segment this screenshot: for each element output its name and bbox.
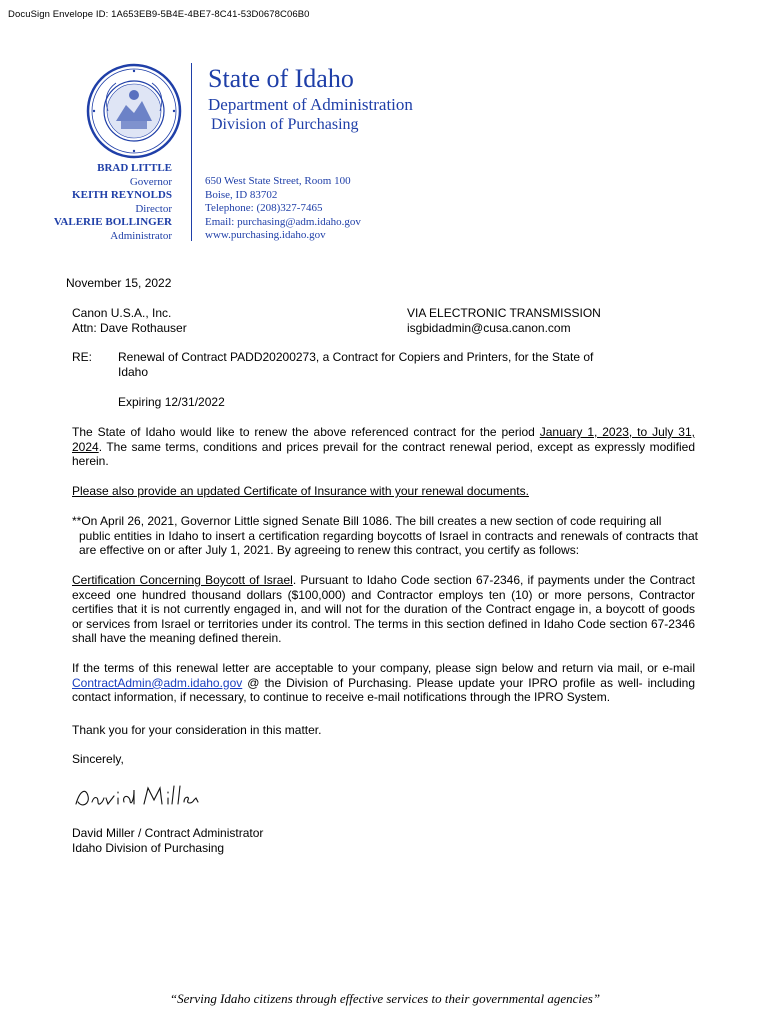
footer-motto: “Serving Idaho citizens through effective services to their governmental agencies” [169,991,601,1006]
telephone: Telephone: (208)327-7465 [205,202,323,215]
official-name: VALERIE BOLLINGER [53,216,172,228]
certification-heading: Certification Concerning Boycott of Israel [72,573,293,587]
address-line-2: Boise, ID 83702 [205,188,278,201]
paragraph-insurance: Please also provide an updated Certificate of Insurance with your renewal documents. [72,484,529,498]
signature [72,782,202,812]
letterhead-title: State of Idaho [208,64,354,93]
recipient-email: isgbidadmin@cusa.canon.com [407,320,571,335]
paragraph-instructions [72,661,695,705]
re-label: RE: [72,350,93,364]
re-subject: Renewal of Contract PADD20200273, a Contract for Copiers and Printers, for the State of Idaho [118,350,594,379]
delivery-method: VIA ELECTRONIC TRANSMISSION [407,306,601,320]
official-title: Administrator [110,229,172,242]
paragraph-certification [72,573,695,646]
p5-text-after: @ the Division of Purchasing. Please update your IPRO profile as well- including contact information, if necessary, to continue to receive e-mail notifications through the IPRO System. [72,675,695,705]
recipient-company: Canon U.S.A., Inc. [72,306,172,320]
paragraph-senate-bill [72,514,698,558]
contract-admin-email-link[interactable]: ContractAdmin@adm.idaho.gov [72,675,243,690]
p1-text-after: . The same terms, conditions and prices prevail for the contract renewal period, except as expressly modified herein. [72,439,695,469]
signer-org: Idaho Division of Purchasing [72,840,225,855]
expiring-date: Expiring 12/31/2022 [118,395,225,409]
certification-body: . Pursuant to Idaho Code section 67-2346, if payments under the Contract exceed one hundred thousand dollars ($100,000) and Contractor employs ten (10) or more persons, Contractor certifies that it is not currently engaged in, and will not for the duration of the Contract engage in, a boycott of goods or services from Israel or territories under its control. The terms in this section defined in Idaho Code section 67-2346 shall have the meaning defined therein. [72,573,695,646]
website: www.purchasing.idaho.gov [205,229,326,242]
paragraph-renewal [72,425,695,469]
letterhead-divider [191,63,192,241]
paragraph-thanks: Thank you for your consideration in this matter. [72,723,322,737]
officials-list [54,162,172,243]
p5-text: If the terms of this renewal letter are acceptable to your company, please sign below and return via mail, or e-mail [72,661,695,675]
signer-name: David Miller / Contract Administrator [72,826,264,840]
state-seal-icon [86,63,182,159]
p3-first-line: **On April 26, 2021, Governor Little signed Senate Bill 1086. The bill creates a new section of code requiring all [72,514,662,528]
official-name: KEITH REYNOLDS [72,189,172,201]
recipient-attn: Attn: Dave Rothauser [72,320,187,335]
address-line-1: 650 West State Street, Room 100 [205,175,351,187]
official-title: Director [135,202,172,215]
recipient-block [72,306,187,335]
letter-date: November 15, 2022 [66,276,172,290]
official-title: Governor [129,175,172,188]
letterhead-department: Department of Administration [208,95,413,114]
delivery-block [407,306,601,335]
email: Email: purchasing@adm.idaho.gov [205,215,361,228]
p1-text: The State of Idaho would like to renew the above referenced contract for the period [72,425,540,439]
p3-rest: public entities in Idaho to insert a certification regarding boycotts of Israel in contracts and renewals of contracts that are effective on or after July 1, 2021. By agreeing to renew this contract, you certify as follows: [79,528,698,558]
envelope-id: DocuSign Envelope ID: 1A653EB9-5B4E-4BE7-8C41-53D0678C06B0 [8,9,310,20]
renewal-period: January 1, 2023, to July 31, 2024 [72,425,695,454]
contact-block [205,175,361,243]
signer-block [72,826,263,855]
letterhead-division: Division of Purchasing [211,116,359,133]
official-name: BRAD LITTLE [97,162,172,174]
closing: Sincerely, [72,752,124,766]
